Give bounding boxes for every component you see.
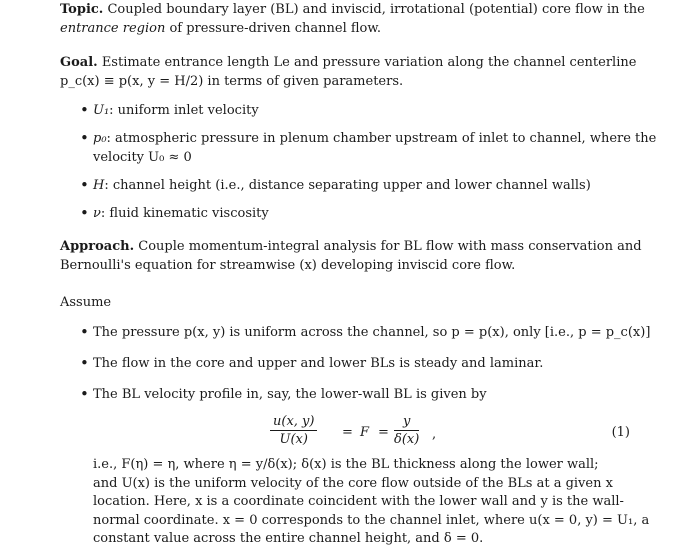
parameter-list [60,101,660,223]
equation-function: F [360,425,370,440]
list-item: • The BL velocity profile in, say, the lower-wall BL is given by [60,385,660,404]
goal-text-line2: p_c(x) ≡ p(x, y = H/2) in terms of given parameters. [60,74,404,89]
topic-paragraph [60,0,660,38]
equation-lhs-fraction [270,413,317,448]
param-symbol: U₁ [93,103,110,118]
equation-lhs-numerator: u(x, y) [270,413,317,431]
equation-rhs-denominator: δ(x) [394,432,420,447]
param-symbol: H [93,178,105,193]
explanation-line: and U(x) is the uniform velocity of the core flow outside of the BLs at a given x [93,475,613,491]
explanation-line: constant value across the entire channel height, and δ = 0. [93,531,484,546]
list-item: • The pressure p(x, y) is uniform across the channel, so p = p(x), only [i.e., p = p_c(x)] [60,323,660,342]
topic-text-line2: of pressure-driven channel flow. [169,21,382,36]
topic-label: Topic. [60,2,104,17]
goal-label: Goal. [60,55,98,70]
list-item [60,176,660,195]
equation-rhs-numerator: y [394,413,419,431]
list-item [60,204,660,223]
explanation-line: location. Here, x is a coordinate coincident with the lower wall and y is the wall- [93,494,624,509]
approach-paragraph [60,237,660,275]
param-symbol: p₀ [93,131,107,146]
equation-number: (1) [611,425,630,440]
list-item: • The flow in the core and upper and lower BLs is steady and laminar. [60,354,660,373]
explanation-line: normal coordinate. x = 0 corresponds to the channel inlet, where u(x = 0, y) = U₁, a [93,512,650,528]
param-description: : uniform inlet velocity [109,103,259,118]
explanation-line: i.e., F(η) = η, where η = y/δ(x); δ(x) is the BL thickness along the lower wall; [93,457,599,472]
explanation-paragraph [93,456,683,549]
topic-emphasis: entrance region [60,21,166,36]
param-symbol: ν [93,206,101,221]
equation-rhs-fraction [394,413,419,448]
approach-text-line1: Couple momentum-integral analysis for BL flow with mass conservation and [138,239,642,254]
goal-text-line1: Estimate entrance length Le and pressure variation along the channel centerline [101,55,637,70]
approach-text-line2: Bernoulli's equation for streamwise (x) developing inviscid core flow. [60,258,516,273]
list-item [60,129,660,167]
param-description-cont: velocity U₀ ≈ 0 [93,150,192,165]
equation-comma: , [432,427,437,442]
goal-paragraph [60,53,660,91]
assume-heading: Assume [60,295,112,310]
approach-label: Approach. [60,239,135,254]
assumption-list [60,323,660,404]
equation-equals-1: = [342,425,353,440]
equation-equals-2: = [378,425,389,440]
equation-1 [270,413,650,453]
param-description: : fluid kinematic viscosity [100,206,269,221]
topic-text-line1: Coupled boundary layer (BL) and inviscid, irrotational (potential) core flow in the [107,2,645,17]
list-item [60,101,660,120]
equation-lhs-denominator: U(x) [279,432,308,447]
param-description: : atmospheric pressure in plenum chamber upstream of inlet to channel, where the [106,131,657,146]
param-description: : channel height (i.e., distance separating upper and lower channel walls) [104,178,591,193]
